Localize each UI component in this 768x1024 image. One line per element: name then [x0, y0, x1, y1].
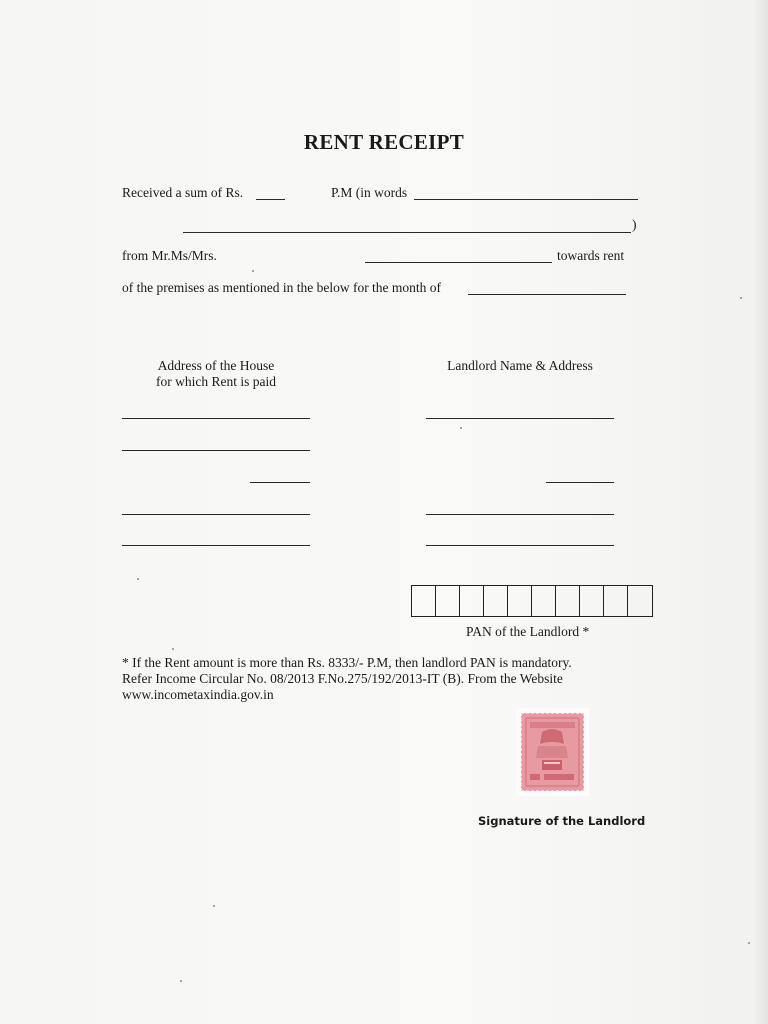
towards-rent-label: towards rent — [557, 248, 625, 263]
landlord-address-line[interactable] — [426, 514, 614, 515]
amount-words-blank[interactable] — [414, 199, 638, 200]
house-address-heading-line1: Address of the House — [157, 358, 275, 373]
scan-speck — [172, 648, 174, 650]
pan-character-cell[interactable] — [580, 586, 604, 616]
scan-speck — [137, 578, 139, 580]
received-label: Received a sum of Rs. — [122, 185, 244, 200]
landlord-address-line[interactable] — [546, 482, 614, 483]
scan-speck — [460, 427, 462, 429]
landlord-address-heading: Landlord Name & Address — [447, 358, 593, 373]
pan-input-boxes[interactable] — [411, 585, 653, 617]
tenant-name-blank[interactable] — [365, 262, 552, 263]
amount-blank[interactable] — [256, 199, 285, 200]
signature-label: Signature of the Landlord — [478, 814, 646, 828]
landlord-address-line[interactable] — [426, 418, 614, 419]
revenue-stamp-face — [521, 713, 584, 791]
revenue-stamp — [516, 708, 589, 796]
closing-parenthesis: ) — [632, 217, 637, 232]
scan-speck — [748, 942, 750, 944]
house-address-heading-line2: for which Rent is paid — [156, 374, 276, 389]
pan-character-cell[interactable] — [532, 586, 556, 616]
pan-character-cell[interactable] — [508, 586, 532, 616]
note-line-1: * If the Rent amount is more than Rs. 8333/- P.M, then landlord PAN is mandatory. — [122, 655, 572, 670]
from-label: from Mr.Ms/Mrs. — [122, 248, 217, 263]
note-line-3: www.incometaxindia.gov.in — [122, 687, 274, 702]
scan-speck — [213, 905, 215, 907]
house-address-line[interactable] — [122, 450, 310, 451]
pan-character-cell[interactable] — [628, 586, 652, 616]
pan-character-cell[interactable] — [484, 586, 508, 616]
page-title: RENT RECEIPT — [303, 130, 465, 154]
note-line-2: Refer Income Circular No. 08/2013 F.No.275/192/2013-IT (B). From the Website — [122, 671, 563, 686]
month-blank[interactable] — [468, 294, 626, 295]
pan-character-cell[interactable] — [436, 586, 460, 616]
house-address-line[interactable] — [122, 514, 310, 515]
pan-mandatory-note — [122, 655, 572, 703]
premises-label: of the premises as mentioned in the below for the month of — [122, 280, 442, 295]
house-address-line[interactable] — [122, 418, 310, 419]
pm-in-words-label: P.M (in words — [331, 185, 408, 200]
landlord-address-line[interactable] — [426, 545, 614, 546]
scan-speck — [252, 270, 254, 272]
pan-label: PAN of the Landlord * — [466, 624, 590, 639]
pan-character-cell[interactable] — [604, 586, 628, 616]
amount-words-continued-blank[interactable] — [183, 232, 631, 233]
house-address-line[interactable] — [250, 482, 310, 483]
pan-character-cell[interactable] — [556, 586, 580, 616]
pan-character-cell[interactable] — [412, 586, 436, 616]
house-address-line[interactable] — [122, 545, 310, 546]
scan-speck — [180, 980, 182, 982]
scan-speck — [740, 297, 742, 299]
emblem-icon — [522, 714, 583, 790]
pan-character-cell[interactable] — [460, 586, 484, 616]
